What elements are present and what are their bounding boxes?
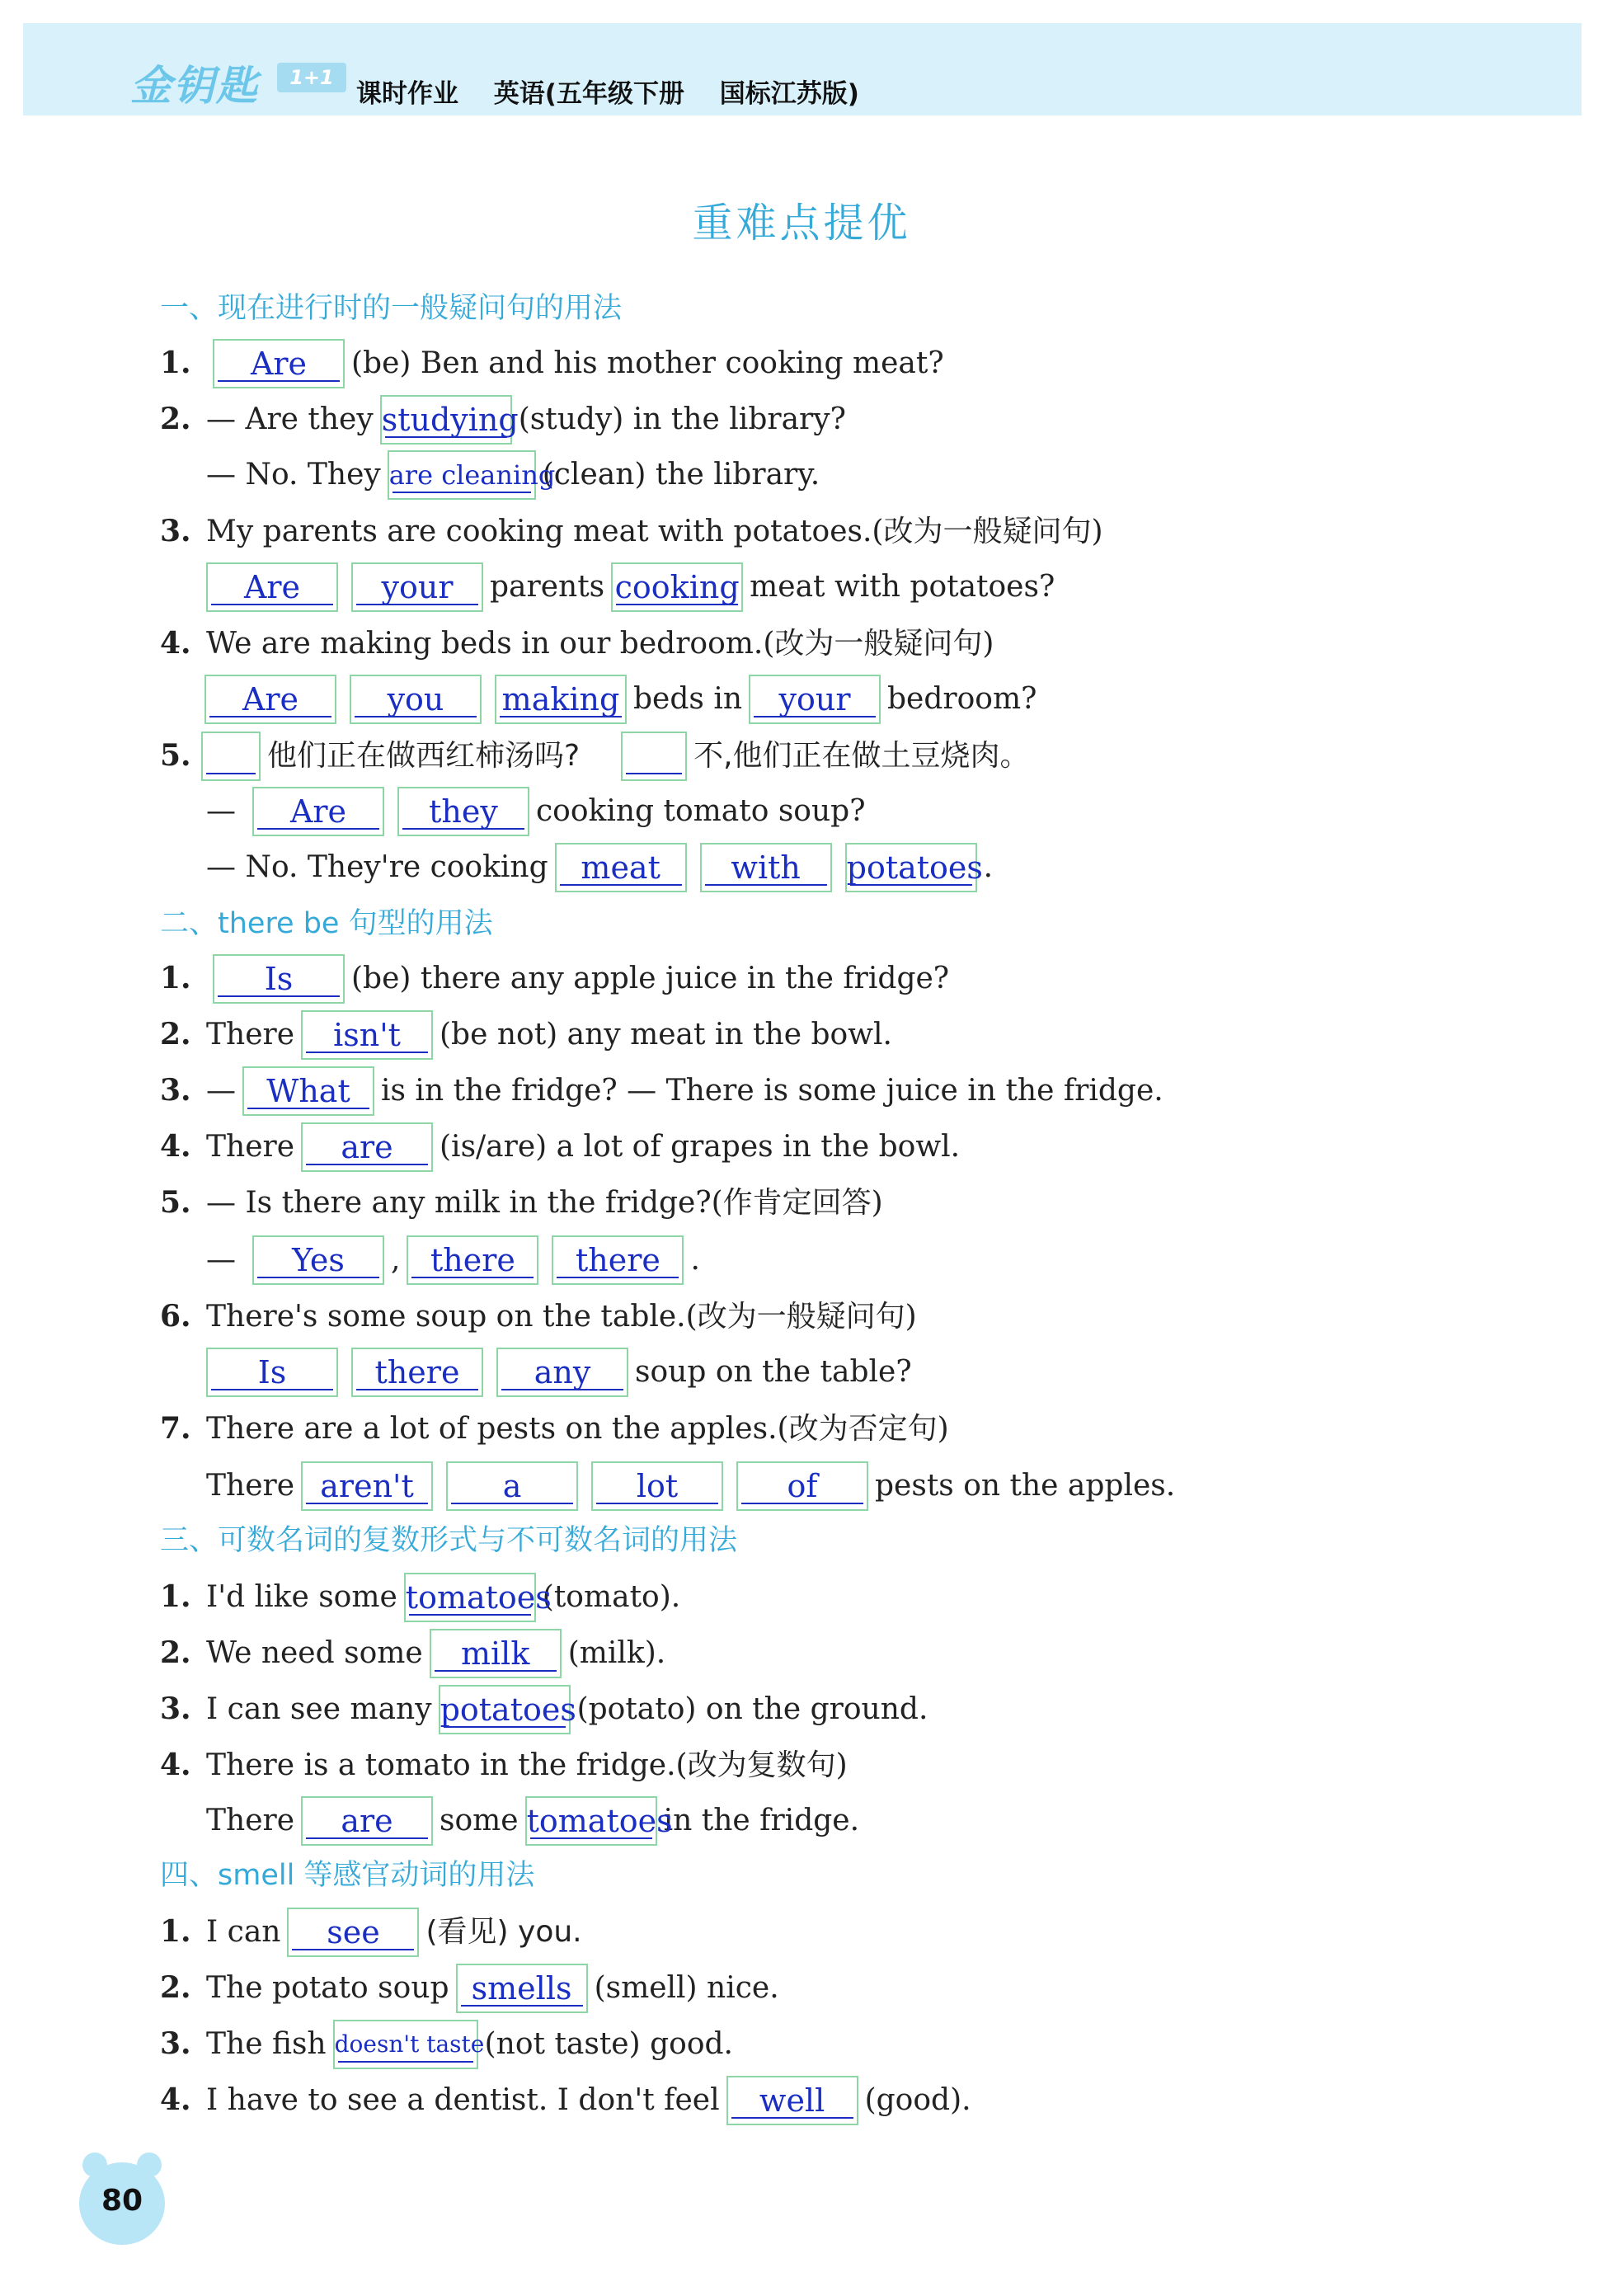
answer-box[interactable]: making xyxy=(495,675,627,724)
question-text: There are a lot of pests on the apples.(改为否定句) xyxy=(206,1412,949,1446)
answer-box[interactable]: see xyxy=(287,1908,419,1957)
question-number: 5. xyxy=(160,1185,191,1220)
answer-box[interactable] xyxy=(621,732,687,781)
answer-box[interactable]: tomatoes xyxy=(525,1796,657,1846)
question-number: 2. xyxy=(160,402,191,436)
question-text: We need some xyxy=(206,1636,423,1670)
question-text: 他们正在做西红柿汤吗? xyxy=(267,739,581,773)
question-text: There's some soup on the table.(改为一般疑问句) xyxy=(206,1300,917,1334)
answer-box[interactable]: cooking xyxy=(611,562,743,612)
answer-box[interactable]: lot xyxy=(591,1461,723,1511)
question-text: There xyxy=(206,1130,295,1164)
question-number: 1. xyxy=(160,1579,191,1614)
question-text: The fish xyxy=(206,2027,327,2061)
answer-box[interactable]: well xyxy=(726,2076,858,2125)
question-text: — Are they xyxy=(206,402,374,436)
s1-q4 xyxy=(160,617,994,670)
question-text: My parents are cooking meat with potatoes.(改为一般疑问句) xyxy=(206,515,1103,548)
question-number: 5. xyxy=(160,738,191,773)
answer-box[interactable]: Are xyxy=(206,562,338,612)
question-text: (is/are) a lot of grapes in the bowl. xyxy=(440,1130,961,1164)
question-number: 1. xyxy=(160,346,191,380)
question-number: 2. xyxy=(160,1017,191,1052)
answer-box[interactable]: potatoes xyxy=(845,843,977,892)
question-number: 1. xyxy=(160,1914,191,1949)
answer-box[interactable]: your xyxy=(749,675,881,724)
question-text: cooking tomato soup? xyxy=(536,794,866,828)
answer-box[interactable]: Is xyxy=(206,1348,338,1397)
answer-box[interactable]: Is xyxy=(213,954,345,1004)
section-heading-4: 四、smell 等感官动词的用法 xyxy=(160,1859,535,1892)
s1-q3-answer xyxy=(200,561,1055,614)
s4-q2 xyxy=(160,1961,779,2014)
s2-q6 xyxy=(160,1290,917,1343)
answer-box[interactable]: tomatoes xyxy=(404,1573,536,1622)
s1-q3 xyxy=(160,505,1103,558)
question-text: bedroom? xyxy=(887,682,1037,716)
question-text: There is a tomato in the fridge.(改为复数句) xyxy=(206,1748,848,1782)
question-number: 3. xyxy=(160,1073,191,1108)
question-text: — Is there any milk in the fridge?(作肯定回答) xyxy=(206,1186,883,1220)
answer-box[interactable]: meat xyxy=(555,843,687,892)
question-text: (smell) nice. xyxy=(594,1971,779,2005)
s2-q7 xyxy=(160,1402,949,1455)
s3-q1 xyxy=(160,1570,680,1623)
answer-box[interactable]: you xyxy=(350,675,482,724)
question-text: (be not) any meat in the bowl. xyxy=(440,1018,892,1052)
question-number: 2. xyxy=(160,1970,191,2005)
s1-q5 xyxy=(160,729,1030,782)
s2-q6-answer xyxy=(200,1346,912,1399)
question-text: — xyxy=(206,1074,236,1108)
question-text: The potato soup xyxy=(206,1971,449,2005)
question-number: 2. xyxy=(160,1635,191,1670)
question-number: 4. xyxy=(160,1129,191,1164)
question-text: (tomato). xyxy=(542,1580,681,1614)
question-text: parents xyxy=(490,570,605,604)
question-number: 6. xyxy=(160,1299,191,1334)
question-text: (milk). xyxy=(567,1636,666,1670)
question-text: (study) in the library? xyxy=(518,402,846,436)
question-text: . xyxy=(690,1243,700,1277)
question-text: soup on the table? xyxy=(635,1355,912,1389)
answer-box[interactable]: aren't xyxy=(301,1461,433,1511)
question-number: 3. xyxy=(160,1691,191,1726)
s2-q4 xyxy=(160,1120,960,1173)
answer-box[interactable]: there xyxy=(351,1348,483,1397)
question-number: 1. xyxy=(160,961,191,995)
answer-box[interactable]: milk xyxy=(430,1629,562,1678)
answer-box[interactable]: they xyxy=(397,787,529,836)
question-text: 不,他们正在做土豆烧肉。 xyxy=(693,739,1030,773)
header-subject xyxy=(356,73,886,110)
s4-q4 xyxy=(160,2073,971,2126)
answer-box[interactable]: doesn't taste xyxy=(333,2020,478,2069)
question-text: (be) there any apple juice in the fridge? xyxy=(351,962,950,995)
question-text: There xyxy=(206,1018,295,1052)
answer-box[interactable]: isn't xyxy=(301,1010,433,1060)
question-text: (potato) on the ground. xyxy=(576,1692,928,1726)
answer-box[interactable]: are xyxy=(301,1122,433,1172)
question-text: There xyxy=(206,1804,295,1837)
question-text: I can xyxy=(206,1915,281,1949)
s3-q3 xyxy=(160,1682,928,1735)
question-text: some xyxy=(440,1804,519,1837)
section-heading-3: 三、可数名词的复数形式与不可数名词的用法 xyxy=(160,1524,738,1557)
s4-q1 xyxy=(160,1905,582,1958)
answer-box[interactable]: Yes xyxy=(252,1235,384,1285)
section-heading-2: 二、there be 句型的用法 xyxy=(160,907,493,940)
s3-q4-answer xyxy=(206,1795,859,1847)
s3-q4 xyxy=(160,1738,848,1791)
question-text: (be) Ben and his mother cooking meat? xyxy=(351,346,944,380)
s1-q2 xyxy=(160,393,846,445)
s2-q5 xyxy=(160,1176,883,1229)
brand-badge: 1+1 xyxy=(277,63,346,92)
subject-label: 英语(五年级下册 xyxy=(493,79,684,109)
answer-box[interactable]: Are xyxy=(213,339,345,388)
answer-box[interactable]: there xyxy=(407,1235,538,1285)
s2-q5-answer xyxy=(206,1234,700,1287)
s1-q5-line3 xyxy=(206,841,993,894)
question-text: , xyxy=(391,1243,401,1277)
question-number: 4. xyxy=(160,2082,191,2117)
answer-box[interactable]: Are xyxy=(252,787,384,836)
question-text: — xyxy=(206,1243,236,1277)
brand-logo: 金钥匙 xyxy=(130,62,259,110)
question-text: I can see many xyxy=(206,1692,432,1726)
answer-box[interactable]: potatoes xyxy=(439,1685,571,1734)
question-text: — No. They're cooking xyxy=(206,850,548,884)
question-text: (good). xyxy=(864,2083,971,2117)
question-number: 4. xyxy=(160,1748,191,1782)
question-text: (clean) the library. xyxy=(542,458,820,492)
question-text: (看见) you. xyxy=(425,1915,582,1949)
page-title: 重难点提优 xyxy=(692,200,911,247)
question-text: I'd like some xyxy=(206,1580,397,1614)
page-number: 80 xyxy=(101,2184,143,2218)
question-text: There xyxy=(206,1469,295,1503)
answer-box[interactable]: studying xyxy=(380,395,512,445)
s1-q1 xyxy=(160,336,944,389)
question-text: is in the fridge? — There is some juice in the fridge. xyxy=(381,1074,1163,1108)
edition-label: 国标江苏版) xyxy=(719,79,859,109)
s2-q3 xyxy=(160,1064,1163,1117)
s2-q2 xyxy=(160,1008,892,1061)
s2-q7-answer xyxy=(206,1460,1175,1513)
answer-box[interactable]: are xyxy=(301,1796,433,1846)
answer-box[interactable]: your xyxy=(351,562,483,612)
s1-q5-line2 xyxy=(206,785,866,838)
answer-box[interactable]: with xyxy=(700,843,832,892)
s1-q4-answer xyxy=(198,673,1037,726)
answer-box[interactable]: any xyxy=(496,1348,628,1397)
question-text: pests on the apples. xyxy=(875,1469,1176,1503)
question-number: 7. xyxy=(160,1411,191,1446)
question-text: (not taste) good. xyxy=(484,2027,733,2061)
question-text: I have to see a dentist. I don't feel xyxy=(206,2083,720,2117)
s4-q3 xyxy=(160,2017,733,2070)
question-text: in the fridge. xyxy=(663,1804,860,1837)
answer-box[interactable]: smells xyxy=(456,1964,588,2013)
series-label: 课时作业 xyxy=(356,79,458,109)
answer-box[interactable]: Are xyxy=(204,675,336,724)
question-text: — xyxy=(206,794,236,828)
s2-q1 xyxy=(160,952,949,1004)
question-text: — No. They xyxy=(206,458,381,492)
question-number: 4. xyxy=(160,626,191,661)
question-text: . xyxy=(983,850,994,884)
answer-box[interactable]: there xyxy=(552,1235,684,1285)
answer-box[interactable]: What xyxy=(242,1066,374,1116)
s1-q2-reply xyxy=(206,449,820,501)
s3-q2 xyxy=(160,1626,665,1679)
question-number: 3. xyxy=(160,2026,191,2061)
section-heading-1: 一、现在进行时的一般疑问句的用法 xyxy=(160,292,623,325)
question-text: meat with potatoes? xyxy=(750,570,1055,604)
answer-box[interactable]: of xyxy=(736,1461,868,1511)
question-text: We are making beds in our bedroom.(改为一般疑问句) xyxy=(206,627,994,661)
answer-box[interactable]: are cleaning xyxy=(388,450,536,500)
answer-box[interactable]: a xyxy=(446,1461,578,1511)
question-number: 3. xyxy=(160,514,191,548)
question-text: beds in xyxy=(633,682,743,716)
answer-box[interactable] xyxy=(201,732,261,781)
